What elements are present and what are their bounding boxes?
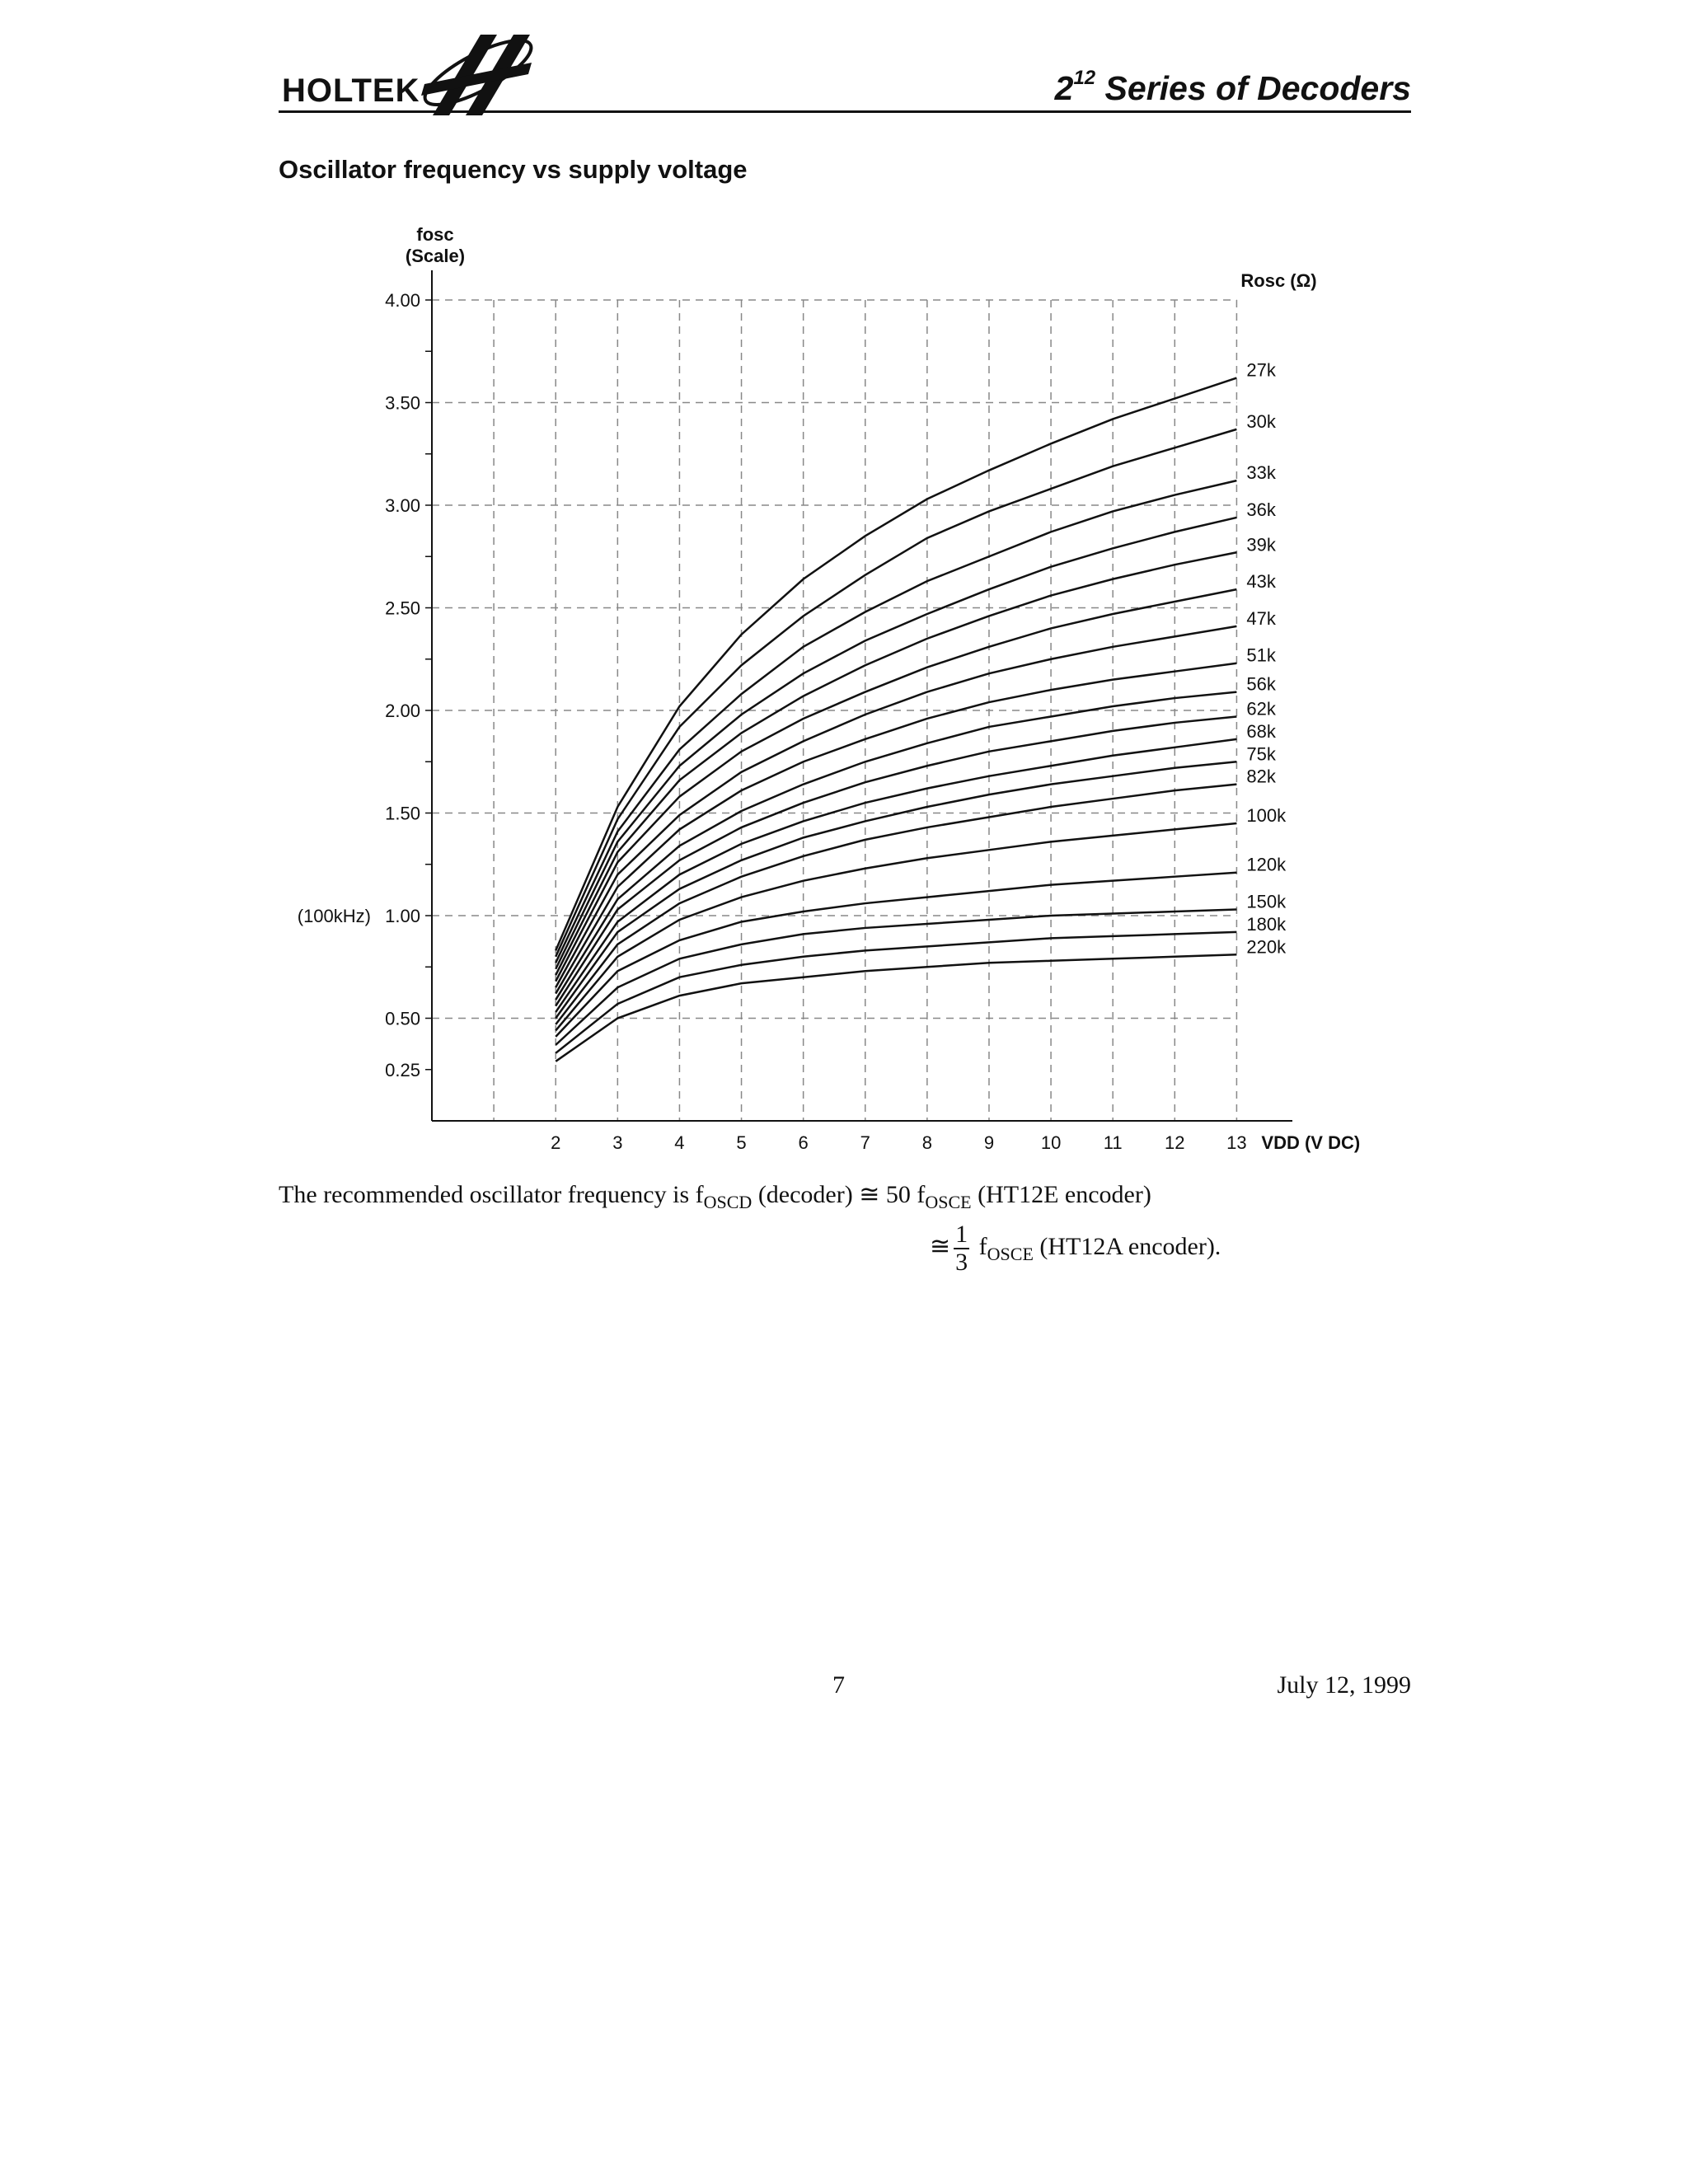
- series-line-56k: [556, 692, 1236, 1000]
- series-label-75k: 75k: [1246, 743, 1276, 765]
- series-label-56k: 56k: [1246, 673, 1276, 695]
- y-tick-label: 2.50: [385, 598, 420, 619]
- title-rest: Series of Decoders: [1095, 69, 1411, 107]
- chart-series: [556, 378, 1236, 1062]
- formula-text: (decoder) ≅ 50 f: [752, 1181, 926, 1208]
- series-label-33k: 33k: [1246, 462, 1276, 484]
- series-label-68k: 68k: [1246, 720, 1276, 742]
- x-tick-label: 4: [674, 1132, 685, 1153]
- y-tick-label: 1.50: [385, 803, 420, 824]
- series-line-39k: [556, 552, 1236, 975]
- series-label-43k: 43k: [1246, 571, 1276, 593]
- x-tick-label: 8: [921, 1132, 932, 1153]
- series-line-43k: [556, 589, 1236, 982]
- series-label-150k: 150k: [1246, 891, 1287, 912]
- formula-sub: OSCE: [925, 1192, 972, 1212]
- x-tick-label: 10: [1040, 1132, 1062, 1153]
- formula-line-1: [279, 1180, 1151, 1212]
- series-label-27k: 27k: [1246, 359, 1276, 381]
- fraction-denominator: 3: [955, 1249, 968, 1276]
- x-tick-label: 13: [1226, 1132, 1247, 1153]
- x-tick-label: 6: [798, 1132, 809, 1153]
- legend-title: Rosc (Ω): [1240, 270, 1317, 291]
- series-label-36k: 36k: [1246, 499, 1276, 520]
- page-number: 7: [832, 1671, 845, 1699]
- y-tick-label: 2.00: [385, 701, 420, 721]
- y-tick-label: 1.00: [385, 906, 420, 926]
- formula-text: (HT12A encoder).: [1033, 1232, 1221, 1260]
- chart-grid: [432, 300, 1236, 1121]
- series-label-30k: 30k: [1246, 410, 1276, 432]
- y-tick-label: 3.00: [385, 495, 420, 516]
- formula-sub: OSCE: [987, 1243, 1034, 1264]
- footer-date: July 12, 1999: [1277, 1671, 1411, 1699]
- series-line-68k: [556, 739, 1236, 1012]
- y-tick-label: 0.25: [385, 1059, 420, 1080]
- section-title: Oscillator frequency vs supply voltage: [279, 155, 748, 184]
- y-axis-label: fosc: [416, 224, 454, 245]
- fraction: [954, 1221, 969, 1276]
- series-label-82k: 82k: [1246, 766, 1276, 787]
- y-tick-label: 0.50: [385, 1008, 420, 1029]
- series-line-120k: [556, 873, 1236, 1037]
- x-tick-label: 9: [983, 1132, 995, 1153]
- formula-text: (HT12E encoder): [971, 1181, 1151, 1208]
- series-label-120k: 120k: [1246, 854, 1287, 875]
- formula-sub: OSCD: [703, 1192, 753, 1212]
- y-unit-note: (100kHz): [297, 906, 371, 926]
- series-label-100k: 100k: [1246, 804, 1287, 826]
- title-base: 2: [1054, 69, 1074, 107]
- series-label-180k: 180k: [1246, 913, 1287, 935]
- series-label-51k: 51k: [1246, 644, 1276, 666]
- brand-name: HOLTEK: [282, 73, 420, 109]
- y-tick-label: 4.00: [385, 290, 420, 311]
- x-tick-label: 3: [612, 1132, 623, 1153]
- series-line-150k: [556, 910, 1236, 1045]
- series-label-39k: 39k: [1246, 534, 1276, 555]
- series-label-62k: 62k: [1246, 698, 1276, 719]
- x-tick-label: 2: [551, 1132, 561, 1153]
- approx-symbol: ≅: [930, 1232, 951, 1260]
- formula-text: The recommended oscillator frequency is f: [279, 1181, 704, 1208]
- series-line-51k: [556, 663, 1236, 994]
- fraction-numerator: 1: [955, 1221, 968, 1248]
- series-line-220k: [556, 954, 1236, 1061]
- formula-text: f: [973, 1232, 987, 1260]
- formula-line-2: [930, 1221, 1221, 1276]
- x-tick-label: 11: [1103, 1132, 1123, 1153]
- x-tick-label: 7: [860, 1132, 870, 1153]
- x-axis-label: VDD (V DC): [1261, 1132, 1361, 1153]
- series-label-220k: 220k: [1246, 936, 1287, 958]
- y-axis-label: (Scale): [405, 246, 466, 266]
- title-exponent: 12: [1073, 67, 1096, 90]
- x-tick-label: 5: [736, 1132, 747, 1153]
- chart-labels: [298, 224, 1360, 1153]
- series-label-47k: 47k: [1246, 607, 1276, 629]
- y-tick-label: 3.50: [385, 392, 420, 414]
- x-tick-label: 12: [1165, 1132, 1185, 1153]
